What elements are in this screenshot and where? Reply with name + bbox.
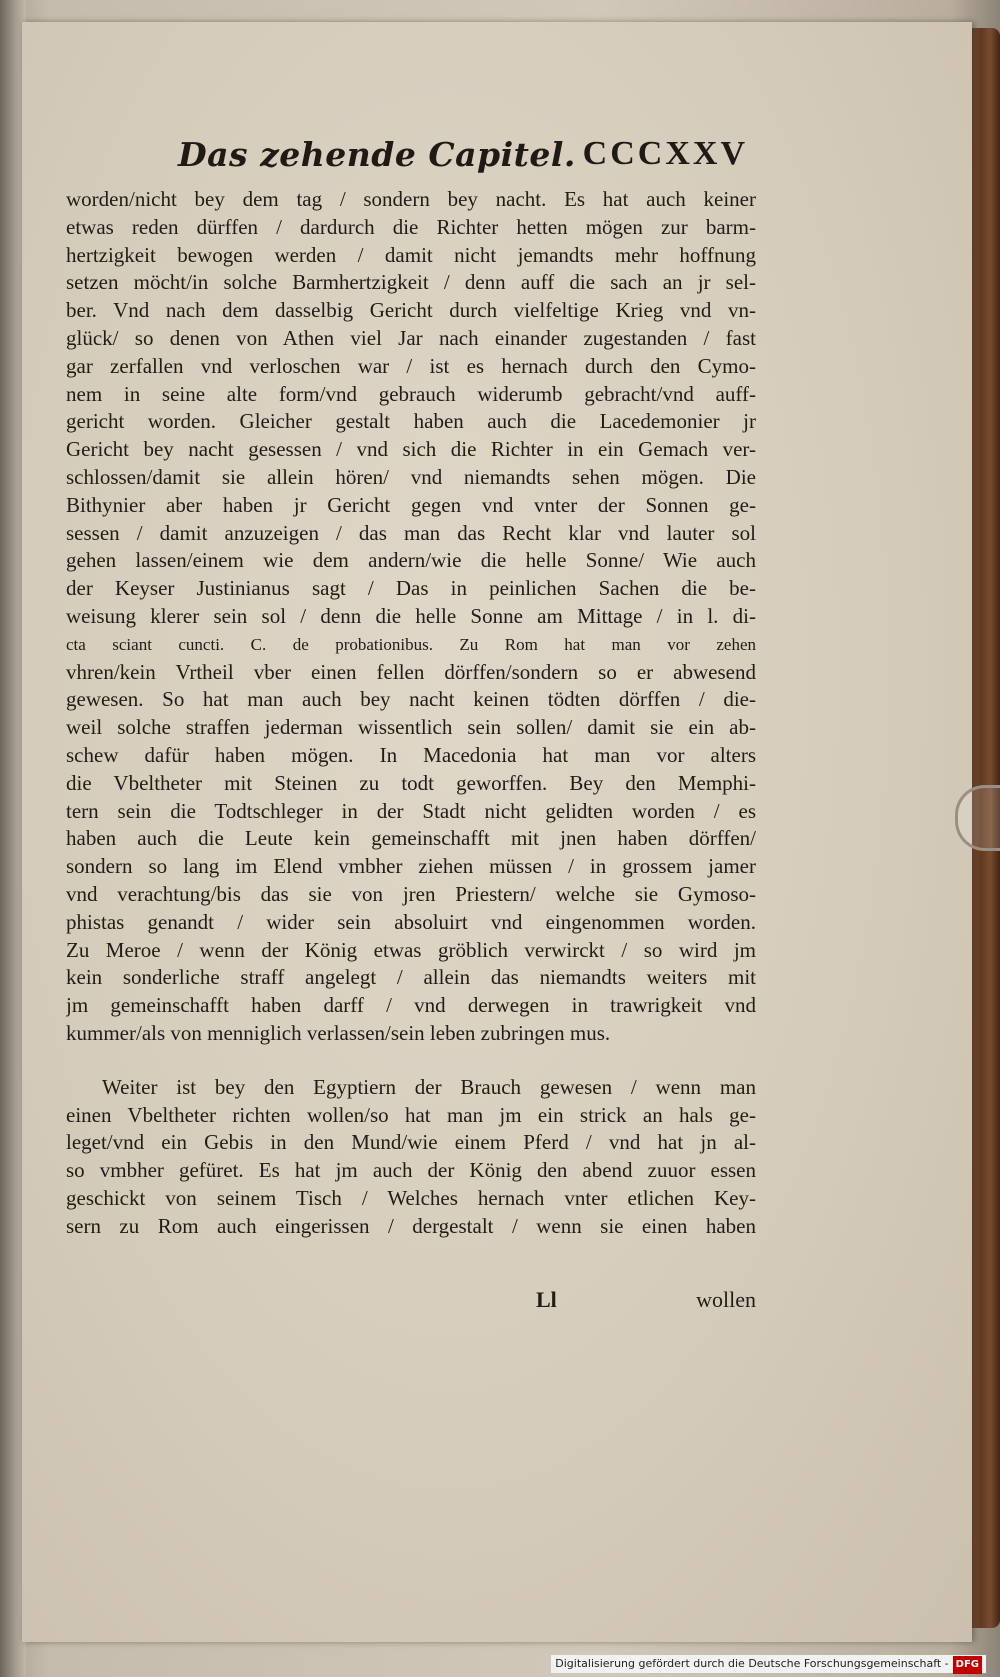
- chapter-title: Das zehende Capitel.: [178, 135, 576, 174]
- text-line: einen Vbeltheter richten wollen/so hat man jm ein strick an hals ge-: [66, 1102, 756, 1127]
- text-line: hertzigkeit bewogen werden / damit nicht jemandts mehr hoffnung: [66, 242, 756, 267]
- text-line: Weiter ist bey den Egyptiern der Brauch gewesen / wenn man: [102, 1074, 756, 1099]
- text-line: sondern so lang im Elend vmbher ziehen müssen / in grossem jamer: [66, 854, 756, 879]
- text-line: leget/vnd ein Gebis in den Mund/wie einem Pferd / vnd hat jn al-: [66, 1130, 756, 1155]
- folio-number: CCCXXV: [582, 135, 748, 172]
- text-line: weisung klerer sein sol / denn die helle Sonne am Mittage / in l. di-: [66, 603, 756, 628]
- text-line: sessen / damit anzuzeigen / das man das Recht klar vnd lauter sol: [66, 520, 756, 545]
- paragraph-1: [66, 186, 756, 1048]
- text-line: sern zu Rom auch eingerissen / dergestalt / wenn sie einen haben: [66, 1213, 756, 1238]
- text-line: kummer/als von menniglich verlassen/sein leben zubringen mus.: [66, 1020, 611, 1045]
- text-line: schlossen/damit sie allein hören/ vnd niemandts sehen mögen. Die: [66, 464, 756, 489]
- digitization-credit: [551, 1655, 986, 1673]
- text-line: nem in seine alte form/vnd gebrauch widerumb gebracht/vnd auff-: [66, 381, 756, 406]
- paragraph-gap: [66, 1048, 756, 1074]
- text-line: etwas reden dürffen / dardurch die Richter hetten mögen zur barm-: [66, 214, 756, 239]
- text-line: gar zerfallen vnd verloschen war / ist es hernach durch den Cymo-: [66, 353, 756, 378]
- text-line-latin-citation: cta sciant cuncti. C. de probationibus. Zu Rom hat man vor zehen: [66, 634, 756, 654]
- text-line: ber. Vnd nach dem dasselbig Gericht durch vielfeltige Krieg vnd vn-: [66, 298, 756, 323]
- text-block: [66, 186, 756, 1240]
- running-head: [178, 135, 748, 183]
- text-line: schew dafür haben mögen. In Macedonia hat man vor alters: [66, 742, 756, 767]
- text-line: der Keyser Justinianus sagt / Das in peinlichen Sachen die be-: [66, 576, 756, 601]
- text-line: kein sonderliche straff angelegt / allein das niemandts weiters mit: [66, 965, 756, 990]
- text-line: Zu Meroe / wenn der König etwas gröblich verwirckt / so wird jm: [66, 937, 756, 962]
- bookmark-tab: [955, 785, 1000, 851]
- page-footer: [66, 1287, 756, 1317]
- text-line: die Vbeltheter mit Steinen zu todt geworffen. Bey den Memphi-: [66, 770, 756, 795]
- paragraph-2: [66, 1074, 756, 1241]
- text-line: glück/ so denen von Athen viel Jar nach einander zugestanden / fast: [66, 325, 756, 350]
- text-line: jm gemeinschafft haben darff / vnd derwegen in trawrigkeit vnd: [66, 993, 756, 1018]
- text-line: tern sein die Todtschleger in der Stadt nicht gelidten worden / es: [66, 798, 756, 823]
- text-line: so vmbher gefüret. Es hat jm auch der König den abend zuuor essen: [66, 1158, 756, 1183]
- text-line: phistas genandt / wider sein absoluirt vnd eingenommen worden.: [66, 909, 756, 934]
- text-line: worden/nicht bey dem tag / sondern bey nacht. Es hat auch keiner: [66, 187, 756, 211]
- dfg-logo: DFG: [953, 1656, 982, 1674]
- text-line: gericht worden. Gleicher gestalt haben auch die Lacedemonier jr: [66, 409, 756, 434]
- text-line: weil solche straffen jederman wissentlich sein sollen/ damit sie ein ab-: [66, 715, 756, 740]
- text-line: Gericht bey nacht gesessen / vnd sich die Richter in ein Gemach ver-: [66, 437, 756, 462]
- text-line: vhren/kein Vrtheil vber einen fellen dörffen/sondern so er abwesend: [66, 659, 756, 684]
- credit-text: Digitalisierung gefördert durch die Deutsche Forschungsgemeinschaft -: [555, 1657, 949, 1670]
- text-line: Bithynier aber haben jr Gericht gegen vnd vnter der Sonnen ge-: [66, 492, 756, 517]
- signature-mark: Ll: [536, 1287, 557, 1312]
- catchword: wollen: [696, 1287, 756, 1312]
- text-line: geschickt von seinem Tisch / Welches hernach vnter etlichen Key-: [66, 1185, 756, 1210]
- text-line: vnd verachtung/bis das sie von jren Priestern/ welche sie Gymoso-: [66, 881, 756, 906]
- text-line: haben auch die Leute kein gemeinschafft mit jnen haben dörffen/: [66, 826, 756, 851]
- text-line: gehen lassen/einem wie dem andern/wie die helle Sonne/ Wie auch: [66, 548, 756, 573]
- text-line: gewesen. So hat man auch bey nacht keinen tödten dörffen / die-: [66, 687, 756, 712]
- text-line: setzen möcht/in solche Barmhertzigkeit / denn auff die sach an jr sel-: [66, 270, 756, 295]
